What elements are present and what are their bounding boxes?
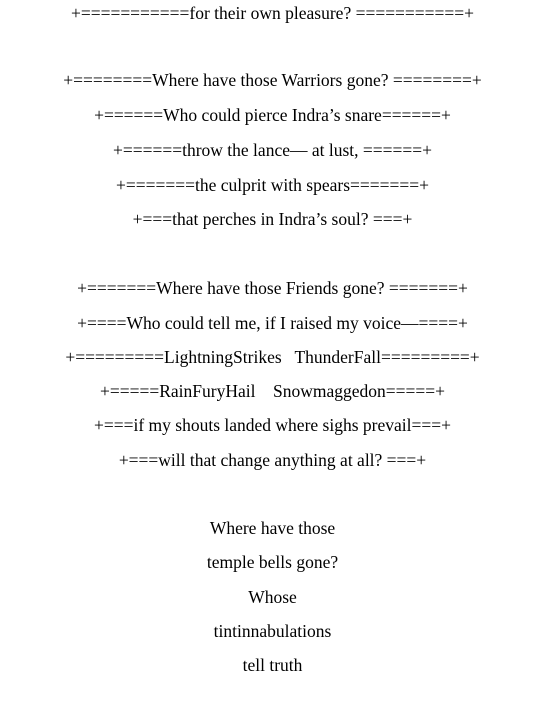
poem-line: +=======Where have those Friends gone? =======+ bbox=[77, 278, 468, 298]
poem-line: +=======the culprit with spears=======+ bbox=[116, 175, 429, 195]
poem-line: +===will that change anything at all? ===+ bbox=[118, 450, 427, 470]
poem-line: +======Who could pierce Indra’s snare======+ bbox=[94, 105, 451, 125]
poem-line: tell truth bbox=[242, 655, 303, 675]
poem-line: +====Who could tell me, if I raised my voice—====+ bbox=[77, 313, 468, 333]
poem-line: Whose bbox=[248, 587, 297, 607]
poem-line: temple bells gone? bbox=[206, 552, 339, 572]
poem-line: +=========LightningStrikes ThunderFall=========+ bbox=[65, 347, 480, 367]
poem-line: +=====RainFuryHail Snowmaggedon=====+ bbox=[100, 381, 445, 401]
poem-line: +===that perches in Indra’s soul? ===+ bbox=[132, 209, 413, 229]
poem-line: +======throw the lance— at lust, ======+ bbox=[113, 140, 432, 160]
poem-line: Where have those bbox=[209, 518, 336, 538]
poem-line: +===========for their own pleasure? ===========+ bbox=[70, 3, 475, 23]
poem-line: +========Where have those Warriors gone? ========+ bbox=[63, 70, 482, 90]
poem-line: +===if my shouts landed where sighs prevail===+ bbox=[94, 415, 451, 435]
poem-line: tintinnabulations bbox=[213, 621, 332, 641]
